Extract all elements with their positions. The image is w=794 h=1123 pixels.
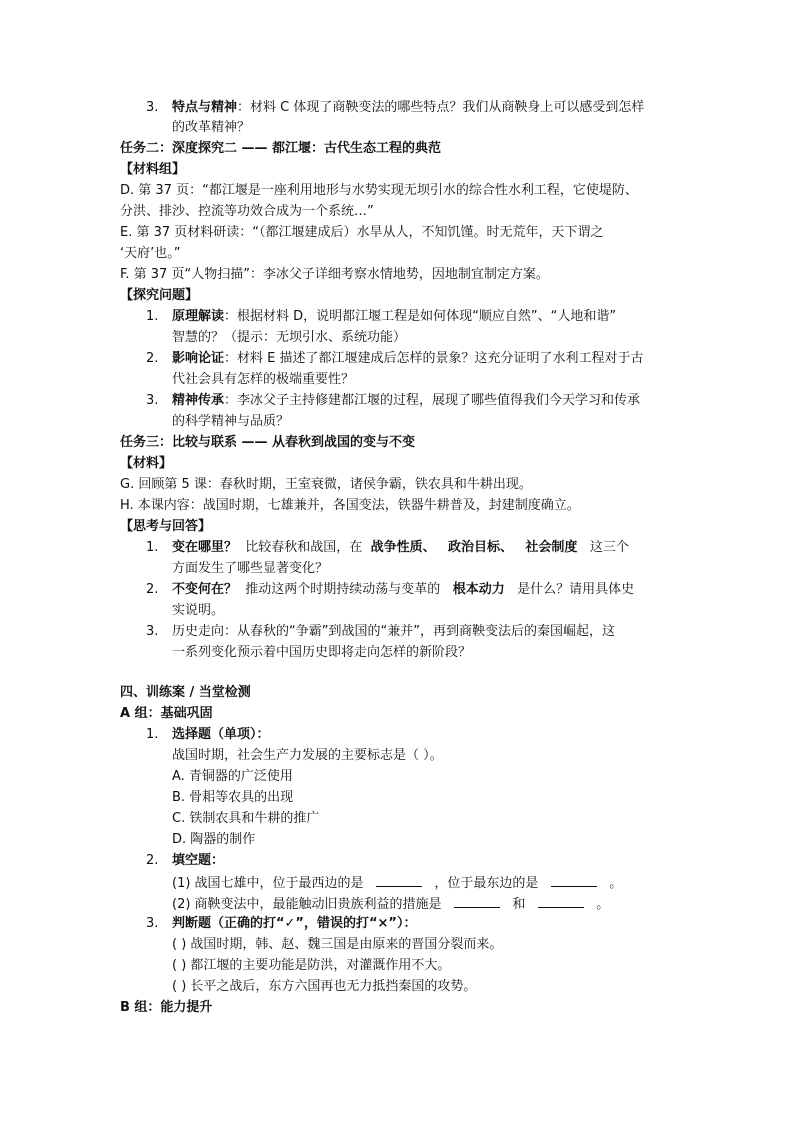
- material-d-line1: D. 第 37 页：“都江堰是一座利用地形与水势实现无坝引水的综合性水利工程，它使堤防、: [120, 183, 638, 198]
- question-label: 影响论证: [172, 351, 225, 366]
- group-b-heading: B 组：能力提升: [120, 1000, 213, 1015]
- question-label: 不变何在？: [172, 582, 238, 597]
- task2-question-2-continuation: 代社会具有怎样的极端重要性？: [172, 372, 355, 387]
- fill-text: 。: [609, 876, 623, 891]
- question-number: 2.: [146, 582, 159, 597]
- task3-question-1-continuation: 方面发生了哪些显著变化？: [172, 561, 329, 576]
- tf-item-3: ( ) 长平之战后，东方六国再也无力抵挡秦国的攻势。: [172, 979, 477, 994]
- question-number: 3.: [146, 624, 159, 639]
- fill-text: 和: [512, 897, 526, 912]
- fill-question: [146, 851, 224, 871]
- question-number: 1.: [146, 727, 159, 742]
- question-text: 是什么？请用具体史: [517, 582, 635, 597]
- material-f: F. 第 37 页“人物扫描”：李冰父子详细考察水情地势，因地制宜制定方案。: [120, 267, 549, 282]
- mc-stem: 战国时期，社会生产力发展的主要标志是（ ）。: [172, 748, 443, 763]
- question-number: 3.: [146, 916, 159, 931]
- tf-item-2: ( ) 都江堰的主要功能是防洪，对灌溉作用不大。: [172, 958, 451, 973]
- question-label: 特点与精神: [172, 100, 238, 115]
- keyword: 政治目标、: [447, 540, 513, 555]
- mc-question: [146, 725, 270, 745]
- task1-question-3-continuation: 的改革精神？: [172, 120, 251, 135]
- tf-question: [146, 914, 416, 934]
- question-number: 3.: [146, 393, 159, 408]
- mc-option-d: D. 陶器的制作: [172, 832, 256, 847]
- question-text: ：材料 E 描述了都江堰建成后怎样的景象？这充分证明了水利工程对于古: [224, 351, 644, 366]
- answer-blank[interactable]: [454, 893, 500, 908]
- question-number: 1.: [146, 309, 159, 324]
- task2-question-2: [146, 349, 644, 369]
- question-number: 2.: [146, 351, 159, 366]
- questions-heading: 【探究问题】: [120, 288, 199, 303]
- materials-heading: 【材料组】: [120, 162, 186, 177]
- question-text: 比较春秋和战国，在: [245, 540, 363, 555]
- question-label: 变在哪里？: [172, 540, 238, 555]
- task3-question-2-continuation: 实说明。: [172, 603, 225, 618]
- fill-text: (1) 战国七雄中，位于最西边的是: [172, 876, 364, 891]
- answer-blank[interactable]: [376, 872, 422, 887]
- question-text: 历史走向：从春秋的“争霸”到战国的“兼并”，再到商鞅变法后的秦国崛起，这: [172, 624, 615, 639]
- question-text: 推动这两个时期持续动荡与变革的: [245, 582, 441, 597]
- fill-text: ，位于最东边的是: [434, 876, 539, 891]
- question-label: 选择题（单项）：: [172, 727, 270, 742]
- fill-text: (2) 商鞅变法中，最能触动旧贵族利益的措施是: [172, 897, 442, 912]
- material-e-line1: E. 第 37 页材料研读：“（都江堰建成后）水旱从人，不知饥馑。时无荒年，天下谓之: [120, 225, 604, 240]
- fill-item-2: [172, 893, 609, 913]
- material-d-line2: 分洪、排沙、控流等功效合成为一个系统…”: [120, 204, 374, 219]
- keyword: 战争性质、: [370, 540, 436, 555]
- keyword: 社会制度: [525, 540, 578, 555]
- question-label: 原理解读: [172, 309, 225, 324]
- task2-question-1-continuation: 智慧的？（提示：无坝引水、系统功能）: [172, 330, 407, 345]
- task2-heading: 任务二：深度探究二 —— 都江堰：古代生态工程的典范: [120, 141, 442, 156]
- task1-question-3: [146, 98, 644, 118]
- answer-blank[interactable]: [538, 893, 584, 908]
- task3-heading: 任务三：比较与联系 —— 从春秋到战国的变与不变: [120, 435, 416, 450]
- think-answer-heading: 【思考与回答】: [120, 519, 212, 534]
- question-number: 1.: [146, 540, 159, 555]
- question-text: ：材料 C 体现了商鞅变法的哪些特点？我们从商鞅身上可以感受到怎样: [237, 100, 645, 115]
- task2-question-3-continuation: 的科学精神与品质？: [172, 414, 290, 429]
- task2-question-1: [146, 307, 616, 327]
- task2-question-3: [146, 391, 640, 411]
- material-h: H. 本课内容：战国时期，七雄兼并，各国变法，铁器牛耕普及，封建制度确立。: [120, 498, 580, 513]
- fill-item-1: [172, 872, 622, 892]
- question-label: 判断题（正确的打“✓”，错误的打“×”）：: [172, 916, 417, 931]
- question-label: 填空题：: [172, 853, 225, 868]
- group-a-heading: A 组：基础巩固: [120, 706, 213, 721]
- mc-option-a: A. 青铜器的广泛使用: [172, 769, 293, 784]
- keyword: 根本动力: [452, 582, 505, 597]
- materials-heading: 【材料】: [120, 456, 173, 471]
- section4-heading: 四、训练案 / 当堂检测: [120, 685, 251, 700]
- question-number: 3.: [146, 100, 159, 115]
- task3-question-3: [146, 622, 615, 642]
- task3-question-2: [146, 580, 634, 600]
- answer-blank[interactable]: [551, 872, 597, 887]
- tf-item-1: ( ) 战国时期，韩、赵、魏三国是由原来的晋国分裂而来。: [172, 937, 503, 952]
- question-text: ：李冰父子主持修建都江堰的过程，展现了哪些值得我们今天学习和传承: [224, 393, 641, 408]
- question-number: 2.: [146, 853, 159, 868]
- question-label: 精神传承: [172, 393, 225, 408]
- question-text: ：根据材料 D，说明都江堰工程是如何体现“顺应自然”、“人地和谐”: [224, 309, 617, 324]
- material-g: G. 回顾第 5 课：春秋时期，王室衰微，诸侯争霸，铁农具和牛耕出现。: [120, 477, 532, 492]
- task3-question-3-continuation: 一系列变化预示着中国历史即将走向怎样的新阶段？: [172, 645, 472, 660]
- mc-option-b: B. 骨耜等农具的出现: [172, 790, 294, 805]
- mc-option-c: C. 铁制农具和牛耕的推广: [172, 811, 320, 826]
- task3-question-1: [146, 538, 629, 558]
- material-e-line2: ‘天府’也。”: [120, 246, 181, 261]
- question-text: 这三个: [589, 540, 629, 555]
- fill-text: 。: [596, 897, 610, 912]
